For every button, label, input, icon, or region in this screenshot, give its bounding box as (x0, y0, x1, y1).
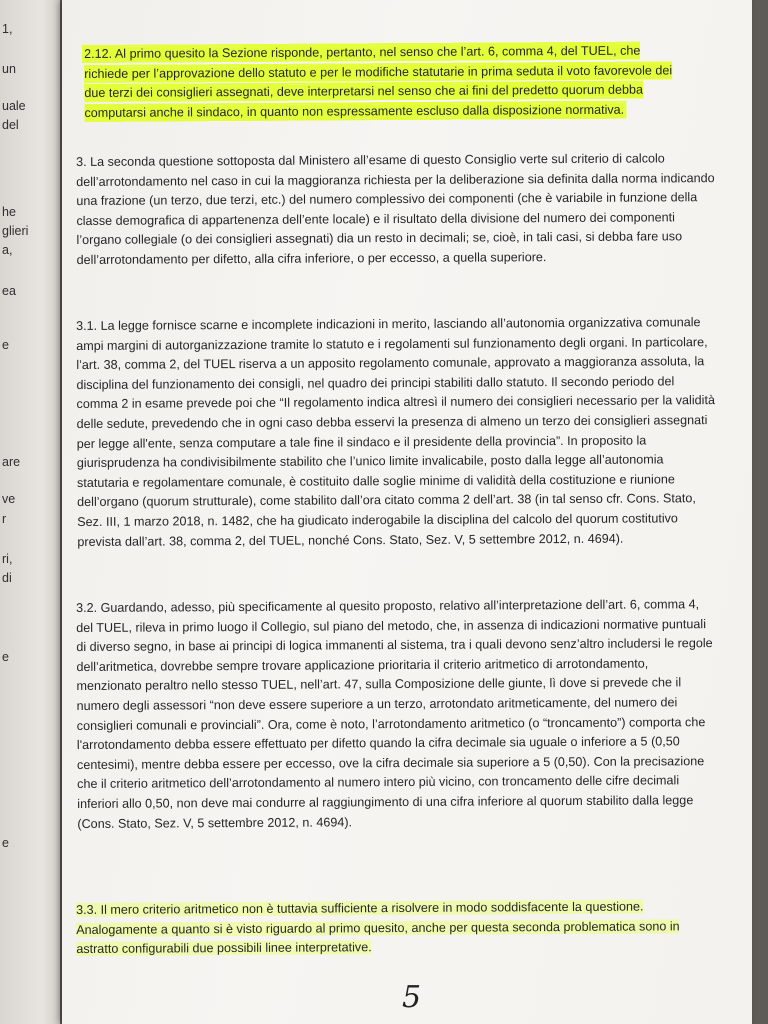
paragraph-3-2: 3.2. Guardando, adesso, più specificamente al quesito proposto, relativo all’interpretazione dell’art. 6, comma 4, del TUEL, rileva in primo luogo il Collegio, sul piano del metodo, che, in assenza di indicazioni normative puntuali di diverso segno, in base ai principi di logica immanenti al sistema, tra i quali devono senz’altro includersi le regole dell’aritmetica, dovrebbe sempre trovare applicazione prioritaria il criterio aritmetico di arrotondamento, menzionato peraltro nello stesso TUEL, nell’art. 47, sulla Composizione delle giunte, lì dove si prevede che il numero degli assessori “non deve essere superiore a un terzo, arrotondato aritmeticamente, del numero dei consiglieri comunali e provinciali”. Ora, come è noto, l’arrotondamento aritmetico (o “troncamento”) comporta che l'arrotondamento debba essere effettuato per difetto quando la cifra decimale sia uguale o inferiore a 5 (0,50 centesimi), mentre debba essere per eccesso, ove la cifra decimale sia superiore a 5 (0,50). Con la precisazione che il criterio aritmetico dell’arrotondamento al numero intero più vicino, con troncamento delle cifre decimali inferiori allo 0,50, non deve mai condurre al raggiungimento di una cifra inferiore al quorum stabilito dalla legge (Cons. Stato, Sez. V, 5 settembre 2012, n. 4694). (76, 596, 713, 831)
margin-fragment: r (2, 512, 7, 526)
margin-fragment: e (2, 836, 9, 850)
paragraph-3-3 (76, 897, 716, 960)
margin-fragment: 1, (2, 22, 13, 36)
paragraph-2-12 (84, 41, 684, 123)
margin-fragment: un (2, 62, 16, 76)
margin-fragment: glieri (2, 224, 29, 238)
margin-fragment: ve (2, 492, 16, 506)
faint-highlighted-text: 3.3. Il mero criterio aritmetico non è tuttavia sufficiente a risolvere in modo soddisfacente la questione. Analogamente a quanto si è visto riguardo al primo quesito, anche per questa seconda problematica sono in astratto configurabili due possibili linee interpretative. (76, 899, 680, 956)
margin-fragment: del (2, 118, 19, 132)
paragraph-3-1: 3.1. La legge fornisce scarne e incomplete indicazioni in merito, lasciando all’autonomia organizzativa comunale ampi margini di autorganizzazione tramite lo statuto e i regolamenti sul funzionamento degli organi. In particolare, l’art. 38, comma 2, del TUEL riserva a un apposito regolamento comunale, approvato a maggioranza assoluta, la disciplina del funzionamento dei consigli, nel quadro dei principi stabiliti dallo statuto. Il secondo periodo del comma 2 in esame prevede poi che “Il regolamento indica altresì il numero dei consiglieri necessario per la validità delle sedute, prevedendo che in ogni caso debba esservi la presenza di almeno un terzo dei consiglieri assegnati per legge all'ente, senza computare a tale fine il sindaco e il presidente della provincia”. In proposito la giurisprudenza ha condivisibilmente stabilito che l’unico limite invalicabile, posto dalla legge all’autonomia statutaria e regolamentare comunale, è costituito dalle soglie minime di validità della costituzione e riunione dell’organo (quorum strutturale), come stabilito dall’ora citato comma 2 dell’art. 38 (in tal senso cfr. Cons. Stato, Sez. III, 1 marzo 2018, n. 1482, che ha giudicato inderogabile la disciplina del calcolo del quorum costitutivo prevista dall’art. 38, comma 2, del TUEL, nonché Cons. Stato, Sez. V, 5 settembre 2012, n. 4694). (76, 314, 715, 549)
margin-fragment: he (2, 205, 16, 219)
margin-fragment: a, (2, 243, 13, 257)
margin-fragment: are (2, 455, 21, 469)
margin-fragment: ri, (2, 552, 13, 566)
paragraph-3: 3. La seconda questione sottoposta dal Ministero all’esame di questo Consiglio verte sul criterio di calcolo dell’arrotondamento nel caso in cui la maggioranza richiesta per la deliberazione sia definita dalla norma indicando una frazione (un terzo, due terzi, etc.) del numero complessivo dei componenti (che è variabile in funzione della classe demografica di appartenenza dell’ente locale) e il risultato della divisione del numero dei componenti l’organo collegiale (o dei consiglieri assegnati) dia un resto in decimali; se, cioè, in tali casi, si debba fare uso dell’arrotondamento per difetto, alla cifra inferiore, o per eccesso, a quella superiore. (76, 150, 715, 267)
margin-fragment: ea (2, 284, 16, 298)
underlying-page-edge (0, 0, 60, 1024)
margin-fragment: uale (2, 99, 26, 113)
page-number: 5 (402, 980, 422, 1015)
highlighted-text: 2.12. Al primo quesito la Sezione risponde, pertanto, nel senso che l’art. 6, comma 4, del TUEL, che richiede per l’approvazione dello statuto e per le modifiche statutarie in prima seduta il voto favorevole dei due terzi dei consiglieri assegnati, deve interpretarsi nel senso che ai fini del predetto quorum debba computarsi anche il sindaco, in quanto non espressamente escluso dalla disposizione normativa. (84, 43, 673, 120)
document-page (62, 0, 752, 1024)
margin-fragment: e (2, 338, 9, 352)
margin-fragment: di (2, 571, 12, 585)
margin-fragment: e (2, 650, 9, 664)
